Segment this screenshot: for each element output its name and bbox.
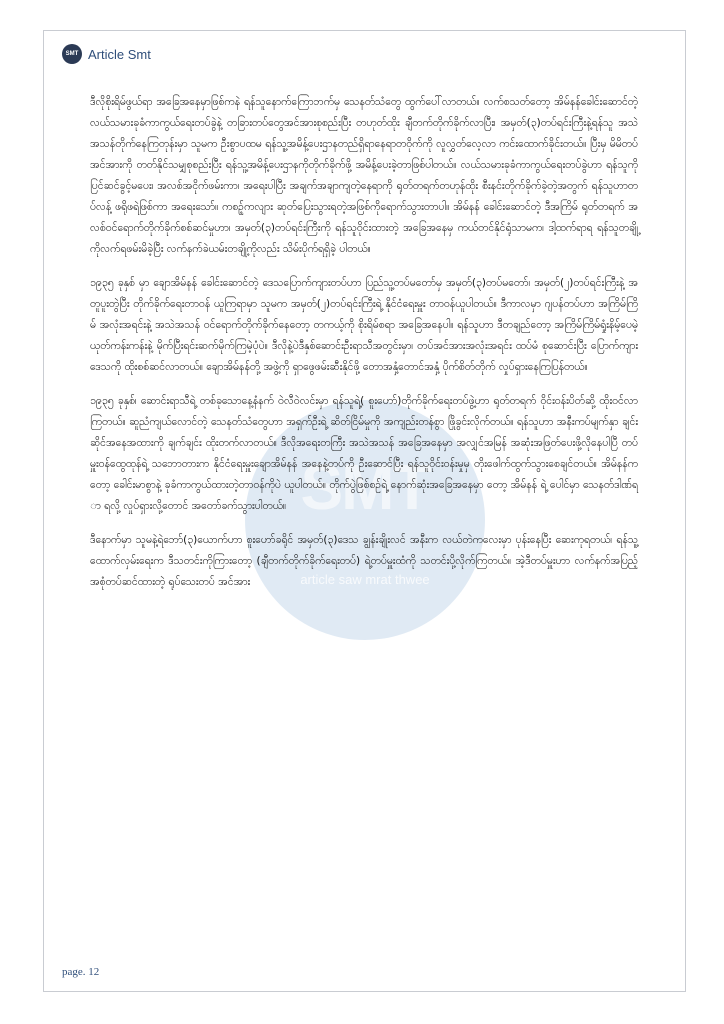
paragraph-4: ဒီနောက်မှာ သူမနဲ့ရဲဘော်(၃)ယောက်ဟာ စူးဟော်ခရိုင် အမှတ်(၃)ဒေသ ချွန်းချိုးလင် အနီးက လယ်တဲကလေးမှာ ပုန်းနေပြီး ဆေးကုရတယ်၊ ရန်သူ့ထောက်လှမ်းရေးက ဒီသတင်းကိုကြားတော့ (ချီတက်တိုက်ခိုက်ရေးတပ်) ရဲ့တပ်မှူးထံကို သတင်းပို့လိုက်ကြတယ်။ အဲ့ဒီတပ်မှူးဟာ လက်နက်အပြည့် အစုံတပ်ဆင်ထားတဲ့ ရုပ်သေးတပ် အင်အား xyxy=(90,534,638,588)
paragraph-2: ၁၉၃၅ ခုနှစ် မှာ ချောအိမ်နန် ခေါင်းဆောင်တဲ့ ဒေသပြောက်ကျားတပ်ဟာ ပြည်သူ့တပ်မတော်မှ အမှတ်(၃)တပ်မတော်၊ အမှတ်(၂)တပ်ရင်းကြီးနဲ့ အတူပူးတွဲပြီး တိုက်ခိုက်ရေးတာဝန် ယူကြရာမှာ သူမက အမှတ်(၂)တပ်ရင်းကြီးရဲ့ နိုင်ငံရေးမှူး တာဝန်ယူပါတယ်။ ဒီကာလမှာ ဂျပန်တပ်ဟာ အကြိမ်ကြိမ် အလုံးအရင်းနဲ့ အသဲအသန် ဝင်ရောက်တိုက်ခိုက်နေတော့ တကယ့်ကို စိုးရိမ်စရာ အခြေအနေပါ။ ရန်သူဟာ ဒီတချည်တော့ အကြိမ်ကြိမ်ရှုံးနိမ့်ပေမဲ့ယုတ်ကန်းကန်းနဲ့ မိုက်ပြီးရင်းဆက်မိုက်ကြမဲ့ပုံပဲ။ ဒီလိုနဲ့ပဲဒီနှစ်ဆောင်းဦးရာသီအတွင်းမှာ၊ တပ်အင်အားအလုံးအရင်း ထပ်မံ စုဆောင်းပြီး ပြောက်ကျားဒေသကို ထိုးစစ်ဆင်လာတယ်။ ချောအိမ်နန်တို့ အဖွဲ့ကို ရှာဖွေဖမ်းဆီးနိုင်ဖို့ တောအနှံ့တောင်အနှံ့ ပိုက်စိတ်တိုက် လှုပ်ရှားနေကြပြန်တယ်။ xyxy=(90,277,638,373)
watermark-text: SMT xyxy=(300,451,430,523)
brand-logo-icon xyxy=(62,44,82,64)
watermark-subtitle: article saw mrat thwee xyxy=(300,572,430,587)
article-body xyxy=(90,92,638,606)
paragraph-1: ဒီလိုစိုးရိမ်ဖွယ်ရာ အခြေအနေမှာဖြစ်ကနဲ ရန်သူနောက်ကြောဘက်မှ သေနတ်သံတွေ ထွက်ပေါ်လာတယ်။ လက်စသတ်တော့ အိမ်နန်ခေါင်းဆောင်တဲ့ လယ်သမားခုခံကာကွယ်ရေးတပ်ခွဲနဲ့ တခြားတပ်တွေအင်အားစုစည်းပြီး တဟုတ်ထိုး ချီတက်တိုက်ခိုက်လာပြီး၊ အမှတ်(၃)တပ်ရင်းကြီးနဲ့ရန်သူ အသဲအသန်တိုက်နေကြတုန်းမှာ သူမက ဦးစွာပထမ ရန်သူ့အမိန့်ပေးဌာနတည်ရှိရာနေရာတဝိုက်ကို လူလွှတ်လေ့လာ ကင်းထောက်ခိုင်းတယ်။ ပြီးမှ မိမိတပ်အင်အားကို တတ်နိုင်သမျှစုစည်းပြီး ရန်သူ့အမိန့်ပေးဌာနကိုတိုက်ခိုက်ဖို့ အမိန့်ပေးခဲ့တာဖြစ်ပါတယ်။ လယ်သမားခုခံကာကွယ်ရေးတပ်ခွဲဟာ ရန်သူကို ပြင်ဆင်ခွင့်မပေး၊ အလစ်အငိုက်ဖမ်းကာ၊ အရေးပါပြီး အချက်အချာကျတဲ့နေရာကို ရုတ်တရက်တဟုန်ထိုး စီးနင်းတိုက်ခိုက်ခဲ့တဲ့အတွက် ရန်သူဟာတပ်လန့် ဖရိုဖရဲဖြစ်ကာ အရေးသော်။ ကစဉ့်ကလျား ဆုတ်ပြေးသွားရတဲ့အဖြစ်ကိုရောက်သွားတာပါ။ အိမ်နန် ခေါင်းဆောင်တဲ့ ဒီအကြိမ် ရုတ်တရက် အလစ်ဝင်ရောက်တိုက်ခိုက်စစ်ဆင်မှုဟာ၊ အမှတ်(၃)တပ်ရင်းကြီးကို ရန်သူဝိုင်းထားတဲ့ အခြေအနေမှ ကယ်တင်နိုင်ရုံသာမက၊ ဒါ့ထက်ရာရ ရန်သူတချို့ကိုလက်ရဖမ်းမိခဲ့ပြီး လက်နက်ခဲယမ်းတချို့ကိုလည်း သိမ်းပိုက်ရရှိခဲ့ ပါတယ်။ xyxy=(90,96,638,255)
page-number: page. 12 xyxy=(62,966,100,978)
logo-text: SMT xyxy=(65,51,79,57)
brand-name: Article Smt xyxy=(88,46,151,62)
paragraph-3: ၁၉၃၅ ခုနှစ်၊ ဆောင်းရာသီရဲ့ တစ်ခုသောနေ့နံနက် ဝဲလီဝဲလင်းမှာ ရန်သူရဲ့( စူးဟော်)တိုက်ခိုက်ရေးတပ်ဖွဲ့ဟာ ရုတ်တရက် ဝိုင်းဝန်းပိတ်ဆို့ ထိုးဝင်လာကြတယ်။ ဆူညံကျယ်လောင်တဲ့ သေနတ်သံတွေဟာ အရှက်ဦးရဲ့ ဆိတ်ငြိမ်မှုကို အကျည်းတန်စွာ ဖြိုခွင်းလိုက်တယ်။ ရန်သူဟာ အနီးကပ်မျက်နှာ ချင်းဆိုင်အနေအထားကို ချက်ချင်း ထိုးတက်လာတယ်။ ဒီလိုအရေးတကြီး အသဲအသန် အခြေအနေမှာ အလျှင်အမြန် အဆုံးအဖြတ်ပေးဖို့လိုနေပါပြီ တပ်မှူးဝန်ထွေထုန်ရဲ့ သဘောတားက နိုင်ငံရေးမှူးချောအိမ်နန် အနေနဲ့တပ်ကို ဦးဆောင်ပြီး ရန်သူဝိုင်းဝန်းမှုမှ တိုးဖေါက်ထွက်သွားစေချင်တယ်။ အိမ်နန်ကတော့ ခေါင်းမာစွာနဲ့ ခုခံကာကွယ်ထားတဲ့တာဝန်ကိုပဲ ယူပါတယ်။ တိုက်ပွဲဖြစ်စဉ်ရဲ့ နောက်ဆုံးအခြေအနေမှာ တော့ အိမ်နန် ရဲ့ ပေါင်မှာ သေနတ်ဒါဏ်ရာ ရလို့ လှုပ်ရှားလို့တောင် အတော်ခက်သွားပါတယ်။ xyxy=(90,395,638,512)
header xyxy=(62,44,151,64)
